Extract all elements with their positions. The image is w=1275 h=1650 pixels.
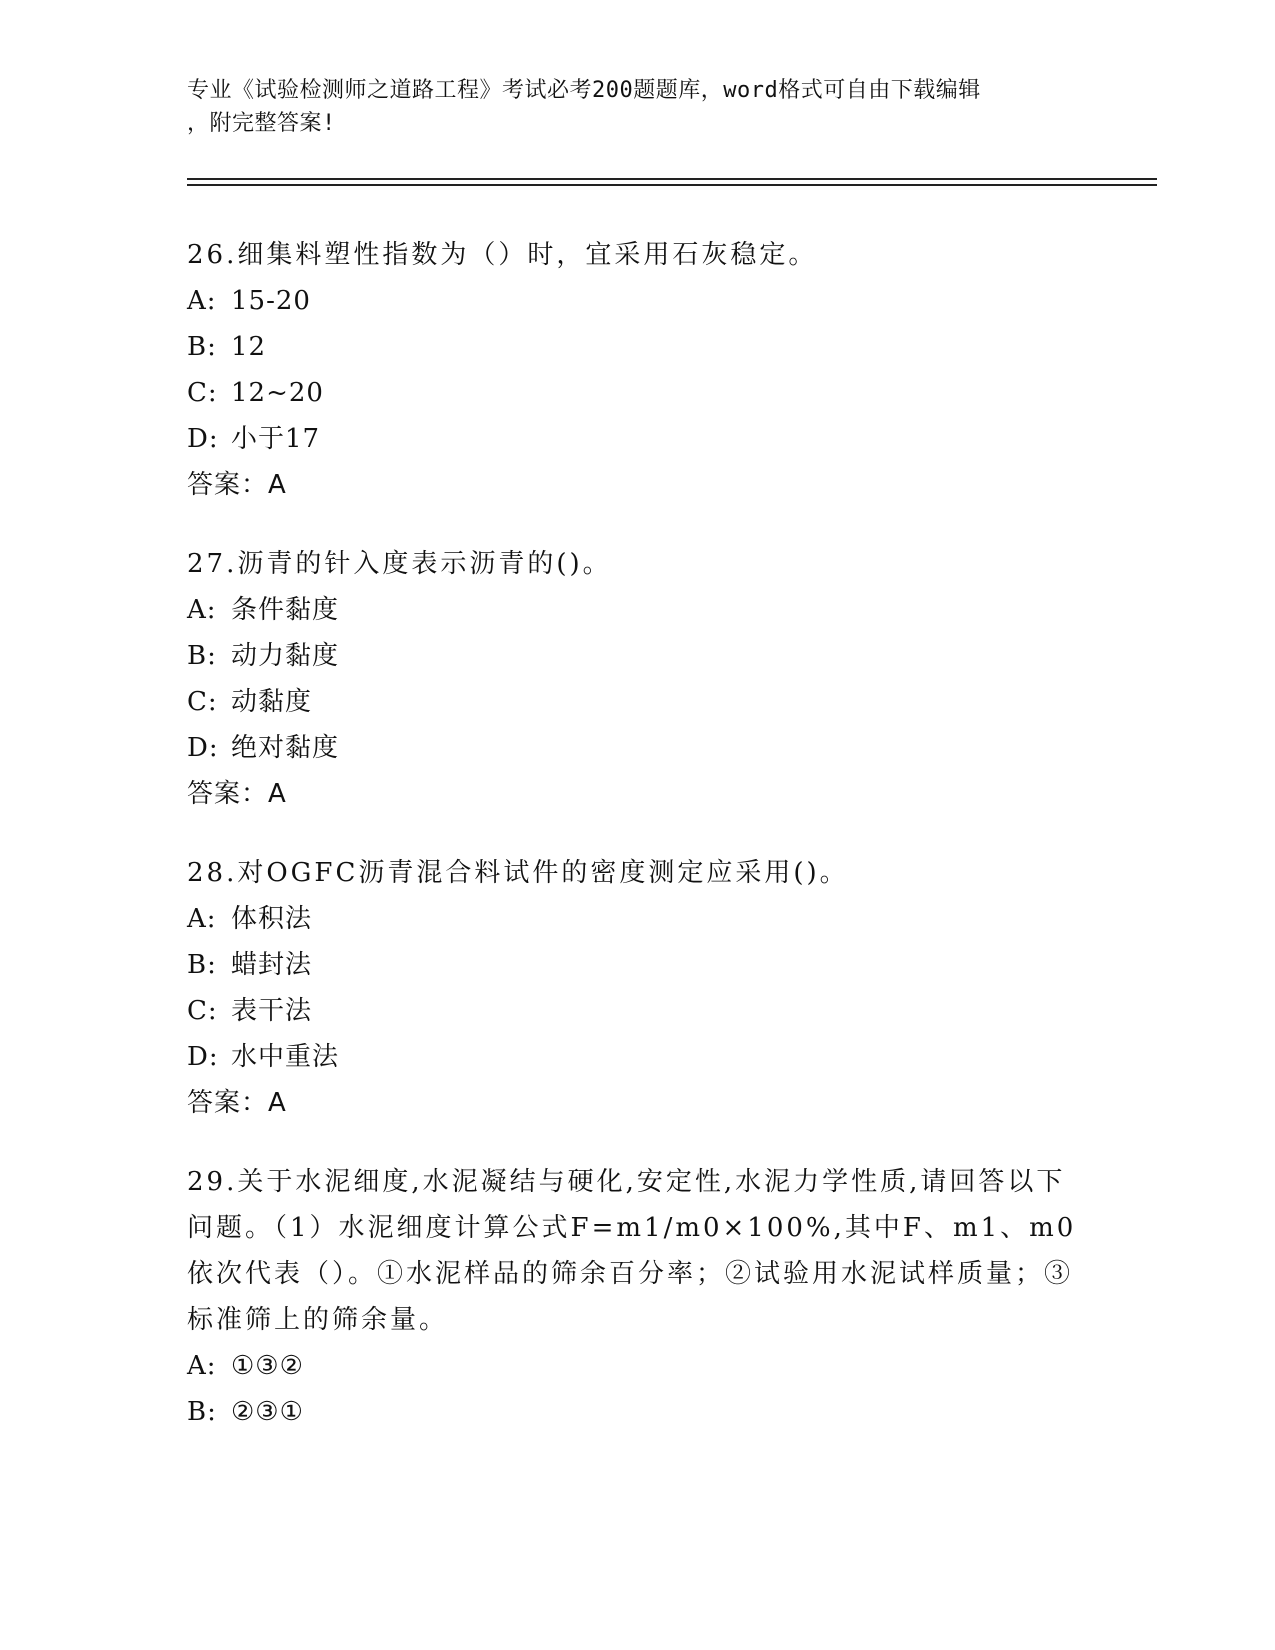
option-b (187, 633, 1087, 679)
option-b (187, 324, 1087, 370)
option-key: A: (187, 1351, 217, 1381)
answer-line: 答案：A (187, 470, 287, 500)
question-26 (187, 232, 1087, 508)
document-header (187, 74, 1067, 140)
option-text: 12 (231, 332, 267, 362)
question-28 (187, 850, 1087, 1126)
question-list (187, 232, 1087, 1468)
option-c (187, 370, 1087, 416)
option-text: 蜡封法 (231, 950, 313, 980)
header-divider-top (187, 178, 1157, 180)
question-27 (187, 541, 1087, 817)
option-b (187, 942, 1087, 988)
option-text: 条件黏度 (231, 595, 340, 625)
header-divider-bottom (187, 184, 1157, 186)
option-text: ①③② (231, 1351, 304, 1381)
option-text: 动力黏度 (231, 641, 340, 671)
option-key: C: (187, 687, 218, 717)
question-stem: 26.细集料塑性指数为（）时，宜采用石灰稳定。 (187, 240, 818, 270)
option-key: B: (187, 950, 217, 980)
option-a (187, 587, 1087, 633)
option-text: ②③① (231, 1397, 304, 1427)
option-a (187, 896, 1087, 942)
option-text: 15-20 (231, 286, 311, 316)
option-text: 12~20 (231, 378, 324, 408)
option-key: A: (187, 595, 217, 625)
option-c (187, 988, 1087, 1034)
option-key: B: (187, 641, 217, 671)
answer-line: 答案：A (187, 779, 287, 809)
header-line-2: ，附完整答案! (187, 111, 336, 136)
option-key: A: (187, 286, 217, 316)
option-key: C: (187, 378, 218, 408)
option-text: 表干法 (231, 996, 313, 1026)
option-text: 绝对黏度 (231, 733, 340, 763)
option-key: D: (187, 733, 219, 763)
header-line-1: 专业《试验检测师之道路工程》考试必考200题题库，word格式可自由下载编辑 (187, 78, 981, 103)
option-text: 小于17 (231, 424, 321, 454)
option-d (187, 725, 1087, 771)
option-d (187, 1034, 1087, 1080)
option-key: C: (187, 996, 218, 1026)
answer-line: 答案：A (187, 1088, 287, 1118)
option-b (187, 1389, 1087, 1435)
option-a (187, 1343, 1087, 1389)
option-text: 动黏度 (231, 687, 313, 717)
option-text: 体积法 (231, 904, 313, 934)
option-key: B: (187, 1397, 217, 1427)
question-stem: 29.关于水泥细度,水泥凝结与硬化,安定性,水泥力学性质,请回答以下问题。（1）水泥细度计算公式F=m1/m0×100%,其中F、m1、m0依次代表（）。①水泥样品的筛余百分率；②试验用水泥试样质量；③标准筛上的筛余量。 (187, 1167, 1077, 1335)
option-d (187, 416, 1087, 462)
option-c (187, 679, 1087, 725)
question-29 (187, 1159, 1087, 1435)
question-stem: 28.对OGFC沥青混合料试件的密度测定应采用()。 (187, 858, 849, 888)
option-key: D: (187, 1042, 219, 1072)
option-key: A: (187, 904, 217, 934)
option-a (187, 278, 1087, 324)
question-stem: 27.沥青的针入度表示沥青的()。 (187, 549, 612, 579)
option-text: 水中重法 (231, 1042, 340, 1072)
option-key: B: (187, 332, 217, 362)
option-key: D: (187, 424, 219, 454)
